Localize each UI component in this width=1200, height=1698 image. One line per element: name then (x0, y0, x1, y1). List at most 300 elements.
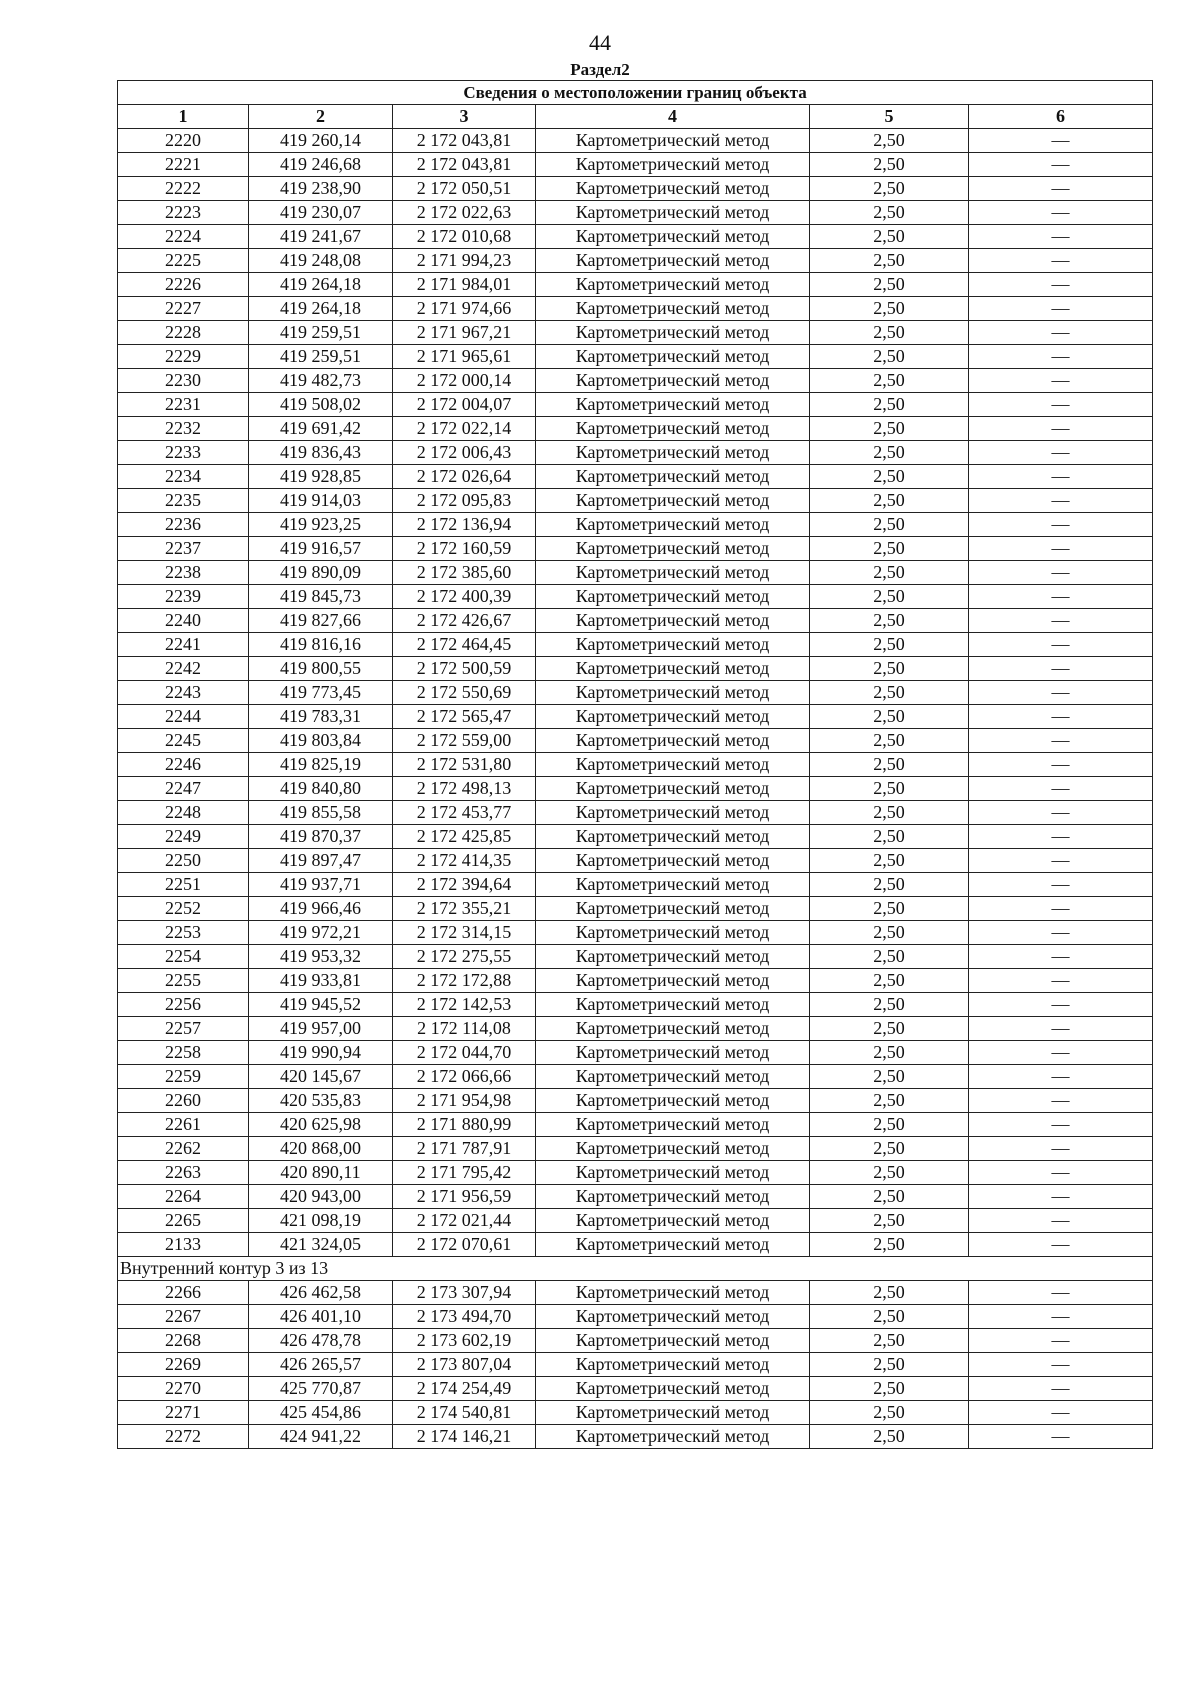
x-coordinate-cell: 419 845,73 (249, 585, 393, 609)
point-number-cell: 2245 (118, 729, 249, 753)
point-number-cell: 2260 (118, 1089, 249, 1113)
note-cell: — (969, 1353, 1153, 1377)
point-number-cell: 2235 (118, 489, 249, 513)
point-number-cell: 2227 (118, 297, 249, 321)
accuracy-cell: 2,50 (810, 729, 969, 753)
point-number-cell: 2221 (118, 153, 249, 177)
point-number-cell: 2238 (118, 561, 249, 585)
x-coordinate-cell: 420 943,00 (249, 1185, 393, 1209)
y-coordinate-cell: 2 174 146,21 (393, 1425, 536, 1449)
accuracy-cell: 2,50 (810, 657, 969, 681)
table-row (118, 465, 1153, 489)
y-coordinate-cell: 2 172 043,81 (393, 129, 536, 153)
accuracy-cell: 2,50 (810, 1137, 969, 1161)
y-coordinate-cell: 2 171 974,66 (393, 297, 536, 321)
x-coordinate-cell: 419 803,84 (249, 729, 393, 753)
note-cell: — (969, 1185, 1153, 1209)
method-cell: Картометрический метод (536, 417, 810, 441)
method-cell: Картометрический метод (536, 609, 810, 633)
note-cell: — (969, 201, 1153, 225)
note-cell: — (969, 489, 1153, 513)
y-coordinate-cell: 2 172 010,68 (393, 225, 536, 249)
y-coordinate-cell: 2 171 984,01 (393, 273, 536, 297)
note-cell: — (969, 585, 1153, 609)
x-coordinate-cell: 419 945,52 (249, 993, 393, 1017)
table-row (118, 1017, 1153, 1041)
point-number-cell: 2252 (118, 897, 249, 921)
point-number-cell: 2133 (118, 1233, 249, 1257)
note-cell: — (969, 1017, 1153, 1041)
x-coordinate-cell: 424 941,22 (249, 1425, 393, 1449)
y-coordinate-cell: 2 172 095,83 (393, 489, 536, 513)
note-cell: — (969, 609, 1153, 633)
y-coordinate-cell: 2 172 026,64 (393, 465, 536, 489)
column-header-row (118, 105, 1153, 129)
y-coordinate-cell: 2 172 314,15 (393, 921, 536, 945)
table-row (118, 393, 1153, 417)
table-row (118, 561, 1153, 585)
method-cell: Картометрический метод (536, 561, 810, 585)
note-cell: — (969, 129, 1153, 153)
y-coordinate-cell: 2 171 954,98 (393, 1089, 536, 1113)
note-cell: — (969, 561, 1153, 585)
x-coordinate-cell: 419 836,43 (249, 441, 393, 465)
accuracy-cell: 2,50 (810, 705, 969, 729)
table-row (118, 345, 1153, 369)
point-number-cell: 2246 (118, 753, 249, 777)
accuracy-cell: 2,50 (810, 1065, 969, 1089)
table-row (118, 777, 1153, 801)
note-cell: — (969, 393, 1153, 417)
table-row (118, 729, 1153, 753)
x-coordinate-cell: 419 508,02 (249, 393, 393, 417)
table-row (118, 753, 1153, 777)
point-number-cell: 2268 (118, 1329, 249, 1353)
table-row (118, 1137, 1153, 1161)
column-header: 6 (969, 105, 1153, 129)
table-row (118, 993, 1153, 1017)
x-coordinate-cell: 419 957,00 (249, 1017, 393, 1041)
x-coordinate-cell: 419 816,16 (249, 633, 393, 657)
point-number-cell: 2222 (118, 177, 249, 201)
note-cell: — (969, 777, 1153, 801)
accuracy-cell: 2,50 (810, 969, 969, 993)
note-cell: — (969, 1233, 1153, 1257)
accuracy-cell: 2,50 (810, 801, 969, 825)
point-number-cell: 2269 (118, 1353, 249, 1377)
note-cell: — (969, 1161, 1153, 1185)
accuracy-cell: 2,50 (810, 129, 969, 153)
note-cell: — (969, 1137, 1153, 1161)
accuracy-cell: 2,50 (810, 1041, 969, 1065)
note-cell: — (969, 633, 1153, 657)
accuracy-cell: 2,50 (810, 1161, 969, 1185)
note-cell: — (969, 897, 1153, 921)
method-cell: Картометрический метод (536, 489, 810, 513)
method-cell: Картометрический метод (536, 393, 810, 417)
accuracy-cell: 2,50 (810, 201, 969, 225)
x-coordinate-cell: 419 259,51 (249, 321, 393, 345)
y-coordinate-cell: 2 172 172,88 (393, 969, 536, 993)
note-cell: — (969, 849, 1153, 873)
accuracy-cell: 2,50 (810, 633, 969, 657)
point-number-cell: 2259 (118, 1065, 249, 1089)
point-number-cell: 2239 (118, 585, 249, 609)
note-cell: — (969, 825, 1153, 849)
x-coordinate-cell: 419 953,32 (249, 945, 393, 969)
accuracy-cell: 2,50 (810, 1401, 969, 1425)
y-coordinate-cell: 2 172 531,80 (393, 753, 536, 777)
note-cell: — (969, 1377, 1153, 1401)
page-number: 44 (589, 30, 611, 55)
method-cell: Картометрический метод (536, 729, 810, 753)
contour-row (118, 1257, 1153, 1281)
x-coordinate-cell: 419 923,25 (249, 513, 393, 537)
note-cell: — (969, 225, 1153, 249)
method-cell: Картометрический метод (536, 873, 810, 897)
y-coordinate-cell: 2 172 050,51 (393, 177, 536, 201)
note-cell: — (969, 321, 1153, 345)
column-header: 4 (536, 105, 810, 129)
x-coordinate-cell: 421 324,05 (249, 1233, 393, 1257)
method-cell: Картометрический метод (536, 777, 810, 801)
table-row (118, 537, 1153, 561)
x-coordinate-cell: 426 462,58 (249, 1281, 393, 1305)
y-coordinate-cell: 2 171 967,21 (393, 321, 536, 345)
accuracy-cell: 2,50 (810, 1305, 969, 1329)
y-coordinate-cell: 2 172 070,61 (393, 1233, 536, 1257)
x-coordinate-cell: 426 265,57 (249, 1353, 393, 1377)
x-coordinate-cell: 419 966,46 (249, 897, 393, 921)
x-coordinate-cell: 419 773,45 (249, 681, 393, 705)
method-cell: Картометрический метод (536, 153, 810, 177)
accuracy-cell: 2,50 (810, 1281, 969, 1305)
note-cell: — (969, 729, 1153, 753)
table-row (118, 897, 1153, 921)
note-cell: — (969, 873, 1153, 897)
column-header: 5 (810, 105, 969, 129)
table-row (118, 153, 1153, 177)
method-cell: Картометрический метод (536, 681, 810, 705)
x-coordinate-cell: 419 783,31 (249, 705, 393, 729)
x-coordinate-cell: 425 454,86 (249, 1401, 393, 1425)
point-number-cell: 2224 (118, 225, 249, 249)
table-caption-row (118, 81, 1153, 105)
point-number-cell: 2258 (118, 1041, 249, 1065)
note-cell: — (969, 1281, 1153, 1305)
method-cell: Картометрический метод (536, 465, 810, 489)
y-coordinate-cell: 2 172 043,81 (393, 153, 536, 177)
point-number-cell: 2250 (118, 849, 249, 873)
y-coordinate-cell: 2 172 500,59 (393, 657, 536, 681)
accuracy-cell: 2,50 (810, 873, 969, 897)
y-coordinate-cell: 2 171 880,99 (393, 1113, 536, 1137)
method-cell: Картометрический метод (536, 249, 810, 273)
x-coordinate-cell: 419 928,85 (249, 465, 393, 489)
note-cell: — (969, 921, 1153, 945)
y-coordinate-cell: 2 174 254,49 (393, 1377, 536, 1401)
table-row (118, 321, 1153, 345)
table-row (118, 489, 1153, 513)
note-cell: — (969, 345, 1153, 369)
x-coordinate-cell: 419 990,94 (249, 1041, 393, 1065)
x-coordinate-cell: 419 972,21 (249, 921, 393, 945)
point-number-cell: 2265 (118, 1209, 249, 1233)
x-coordinate-cell: 419 870,37 (249, 825, 393, 849)
y-coordinate-cell: 2 172 414,35 (393, 849, 536, 873)
table-row (118, 441, 1153, 465)
y-coordinate-cell: 2 171 994,23 (393, 249, 536, 273)
table-row (118, 1329, 1153, 1353)
point-number-cell: 2271 (118, 1401, 249, 1425)
x-coordinate-cell: 419 827,66 (249, 609, 393, 633)
method-cell: Картометрический метод (536, 1017, 810, 1041)
method-cell: Картометрический метод (536, 513, 810, 537)
note-cell: — (969, 369, 1153, 393)
x-coordinate-cell: 419 248,08 (249, 249, 393, 273)
y-coordinate-cell: 2 172 464,45 (393, 633, 536, 657)
point-number-cell: 2263 (118, 1161, 249, 1185)
note-cell: — (969, 969, 1153, 993)
table-row (118, 225, 1153, 249)
method-cell: Картометрический метод (536, 1137, 810, 1161)
accuracy-cell: 2,50 (810, 1017, 969, 1041)
table-row (118, 873, 1153, 897)
table-row (118, 1161, 1153, 1185)
table-row (118, 657, 1153, 681)
point-number-cell: 2234 (118, 465, 249, 489)
point-number-cell: 2226 (118, 273, 249, 297)
y-coordinate-cell: 2 172 021,44 (393, 1209, 536, 1233)
accuracy-cell: 2,50 (810, 1353, 969, 1377)
note-cell: — (969, 1113, 1153, 1137)
y-coordinate-cell: 2 172 385,60 (393, 561, 536, 585)
note-cell: — (969, 993, 1153, 1017)
y-coordinate-cell: 2 172 160,59 (393, 537, 536, 561)
accuracy-cell: 2,50 (810, 273, 969, 297)
point-number-cell: 2262 (118, 1137, 249, 1161)
accuracy-cell: 2,50 (810, 585, 969, 609)
point-number-cell: 2257 (118, 1017, 249, 1041)
x-coordinate-cell: 419 241,67 (249, 225, 393, 249)
note-cell: — (969, 801, 1153, 825)
table-row (118, 921, 1153, 945)
accuracy-cell: 2,50 (810, 1113, 969, 1137)
point-number-cell: 2230 (118, 369, 249, 393)
accuracy-cell: 2,50 (810, 513, 969, 537)
point-number-cell: 2240 (118, 609, 249, 633)
point-number-cell: 2249 (118, 825, 249, 849)
accuracy-cell: 2,50 (810, 849, 969, 873)
y-coordinate-cell: 2 172 066,66 (393, 1065, 536, 1089)
table-row (118, 681, 1153, 705)
y-coordinate-cell: 2 172 400,39 (393, 585, 536, 609)
method-cell: Картометрический метод (536, 993, 810, 1017)
note-cell: — (969, 153, 1153, 177)
point-number-cell: 2228 (118, 321, 249, 345)
accuracy-cell: 2,50 (810, 225, 969, 249)
accuracy-cell: 2,50 (810, 1089, 969, 1113)
note-cell: — (969, 1329, 1153, 1353)
y-coordinate-cell: 2 172 559,00 (393, 729, 536, 753)
table-row (118, 609, 1153, 633)
boundary-table (117, 80, 1153, 1449)
method-cell: Картометрический метод (536, 129, 810, 153)
table-row (118, 1065, 1153, 1089)
point-number-cell: 2267 (118, 1305, 249, 1329)
y-coordinate-cell: 2 172 022,14 (393, 417, 536, 441)
method-cell: Картометрический метод (536, 1065, 810, 1089)
point-number-cell: 2236 (118, 513, 249, 537)
accuracy-cell: 2,50 (810, 1425, 969, 1449)
point-number-cell: 2233 (118, 441, 249, 465)
y-coordinate-cell: 2 172 565,47 (393, 705, 536, 729)
note-cell: — (969, 681, 1153, 705)
method-cell: Картометрический метод (536, 849, 810, 873)
method-cell: Картометрический метод (536, 537, 810, 561)
method-cell: Картометрический метод (536, 369, 810, 393)
point-number-cell: 2244 (118, 705, 249, 729)
y-coordinate-cell: 2 172 550,69 (393, 681, 536, 705)
y-coordinate-cell: 2 171 795,42 (393, 1161, 536, 1185)
accuracy-cell: 2,50 (810, 1329, 969, 1353)
table-row (118, 1353, 1153, 1377)
point-number-cell: 2261 (118, 1113, 249, 1137)
method-cell: Картометрический метод (536, 225, 810, 249)
x-coordinate-cell: 426 401,10 (249, 1305, 393, 1329)
method-cell: Картометрический метод (536, 1353, 810, 1377)
accuracy-cell: 2,50 (810, 561, 969, 585)
table-row (118, 273, 1153, 297)
method-cell: Картометрический метод (536, 297, 810, 321)
point-number-cell: 2220 (118, 129, 249, 153)
accuracy-cell: 2,50 (810, 1377, 969, 1401)
method-cell: Картометрический метод (536, 705, 810, 729)
column-header: 1 (118, 105, 249, 129)
table-caption: Сведения о местоположении границ объекта (118, 81, 1153, 105)
point-number-cell: 2223 (118, 201, 249, 225)
note-cell: — (969, 657, 1153, 681)
accuracy-cell: 2,50 (810, 609, 969, 633)
table-row (118, 1113, 1153, 1137)
point-number-cell: 2255 (118, 969, 249, 993)
note-cell: — (969, 1065, 1153, 1089)
accuracy-cell: 2,50 (810, 1209, 969, 1233)
x-coordinate-cell: 419 890,09 (249, 561, 393, 585)
table-row (118, 1185, 1153, 1209)
x-coordinate-cell: 419 933,81 (249, 969, 393, 993)
point-number-cell: 2251 (118, 873, 249, 897)
table-row (118, 513, 1153, 537)
section-title: Раздел2 (570, 60, 630, 79)
x-coordinate-cell: 419 230,07 (249, 201, 393, 225)
table-row (118, 1209, 1153, 1233)
note-cell: — (969, 513, 1153, 537)
accuracy-cell: 2,50 (810, 825, 969, 849)
y-coordinate-cell: 2 172 355,21 (393, 897, 536, 921)
y-coordinate-cell: 2 171 965,61 (393, 345, 536, 369)
note-cell: — (969, 273, 1153, 297)
point-number-cell: 2231 (118, 393, 249, 417)
table-row (118, 297, 1153, 321)
y-coordinate-cell: 2 171 787,91 (393, 1137, 536, 1161)
table-row (118, 1041, 1153, 1065)
table-body (118, 129, 1153, 1449)
accuracy-cell: 2,50 (810, 489, 969, 513)
y-coordinate-cell: 2 172 022,63 (393, 201, 536, 225)
column-header: 2 (249, 105, 393, 129)
accuracy-cell: 2,50 (810, 345, 969, 369)
table-row (118, 177, 1153, 201)
note-cell: — (969, 417, 1153, 441)
note-cell: — (969, 753, 1153, 777)
y-coordinate-cell: 2 173 307,94 (393, 1281, 536, 1305)
method-cell: Картометрический метод (536, 1377, 810, 1401)
x-coordinate-cell: 419 264,18 (249, 273, 393, 297)
note-cell: — (969, 1089, 1153, 1113)
y-coordinate-cell: 2 172 114,08 (393, 1017, 536, 1041)
accuracy-cell: 2,50 (810, 417, 969, 441)
method-cell: Картометрический метод (536, 441, 810, 465)
point-number-cell: 2237 (118, 537, 249, 561)
x-coordinate-cell: 419 482,73 (249, 369, 393, 393)
table-row (118, 1233, 1153, 1257)
point-number-cell: 2225 (118, 249, 249, 273)
y-coordinate-cell: 2 173 602,19 (393, 1329, 536, 1353)
x-coordinate-cell: 419 914,03 (249, 489, 393, 513)
contour-label: Внутренний контур 3 из 13 (118, 1257, 1153, 1281)
point-number-cell: 2254 (118, 945, 249, 969)
point-number-cell: 2243 (118, 681, 249, 705)
method-cell: Картометрический метод (536, 585, 810, 609)
accuracy-cell: 2,50 (810, 369, 969, 393)
method-cell: Картометрический метод (536, 825, 810, 849)
note-cell: — (969, 297, 1153, 321)
note-cell: — (969, 1425, 1153, 1449)
accuracy-cell: 2,50 (810, 897, 969, 921)
x-coordinate-cell: 419 937,71 (249, 873, 393, 897)
accuracy-cell: 2,50 (810, 1185, 969, 1209)
note-cell: — (969, 537, 1153, 561)
table-row (118, 1089, 1153, 1113)
method-cell: Картометрический метод (536, 633, 810, 657)
accuracy-cell: 2,50 (810, 921, 969, 945)
point-number-cell: 2256 (118, 993, 249, 1017)
method-cell: Картометрический метод (536, 801, 810, 825)
accuracy-cell: 2,50 (810, 753, 969, 777)
table-row (118, 945, 1153, 969)
x-coordinate-cell: 420 535,83 (249, 1089, 393, 1113)
note-cell: — (969, 1305, 1153, 1329)
note-cell: — (969, 249, 1153, 273)
x-coordinate-cell: 425 770,87 (249, 1377, 393, 1401)
point-number-cell: 2248 (118, 801, 249, 825)
point-number-cell: 2253 (118, 921, 249, 945)
x-coordinate-cell: 419 825,19 (249, 753, 393, 777)
method-cell: Картометрический метод (536, 201, 810, 225)
method-cell: Картометрический метод (536, 1161, 810, 1185)
table-row (118, 825, 1153, 849)
method-cell: Картометрический метод (536, 969, 810, 993)
table-row (118, 201, 1153, 225)
method-cell: Картометрический метод (536, 345, 810, 369)
x-coordinate-cell: 419 855,58 (249, 801, 393, 825)
method-cell: Картометрический метод (536, 1041, 810, 1065)
accuracy-cell: 2,50 (810, 441, 969, 465)
table-row (118, 849, 1153, 873)
y-coordinate-cell: 2 172 275,55 (393, 945, 536, 969)
table-row (118, 585, 1153, 609)
